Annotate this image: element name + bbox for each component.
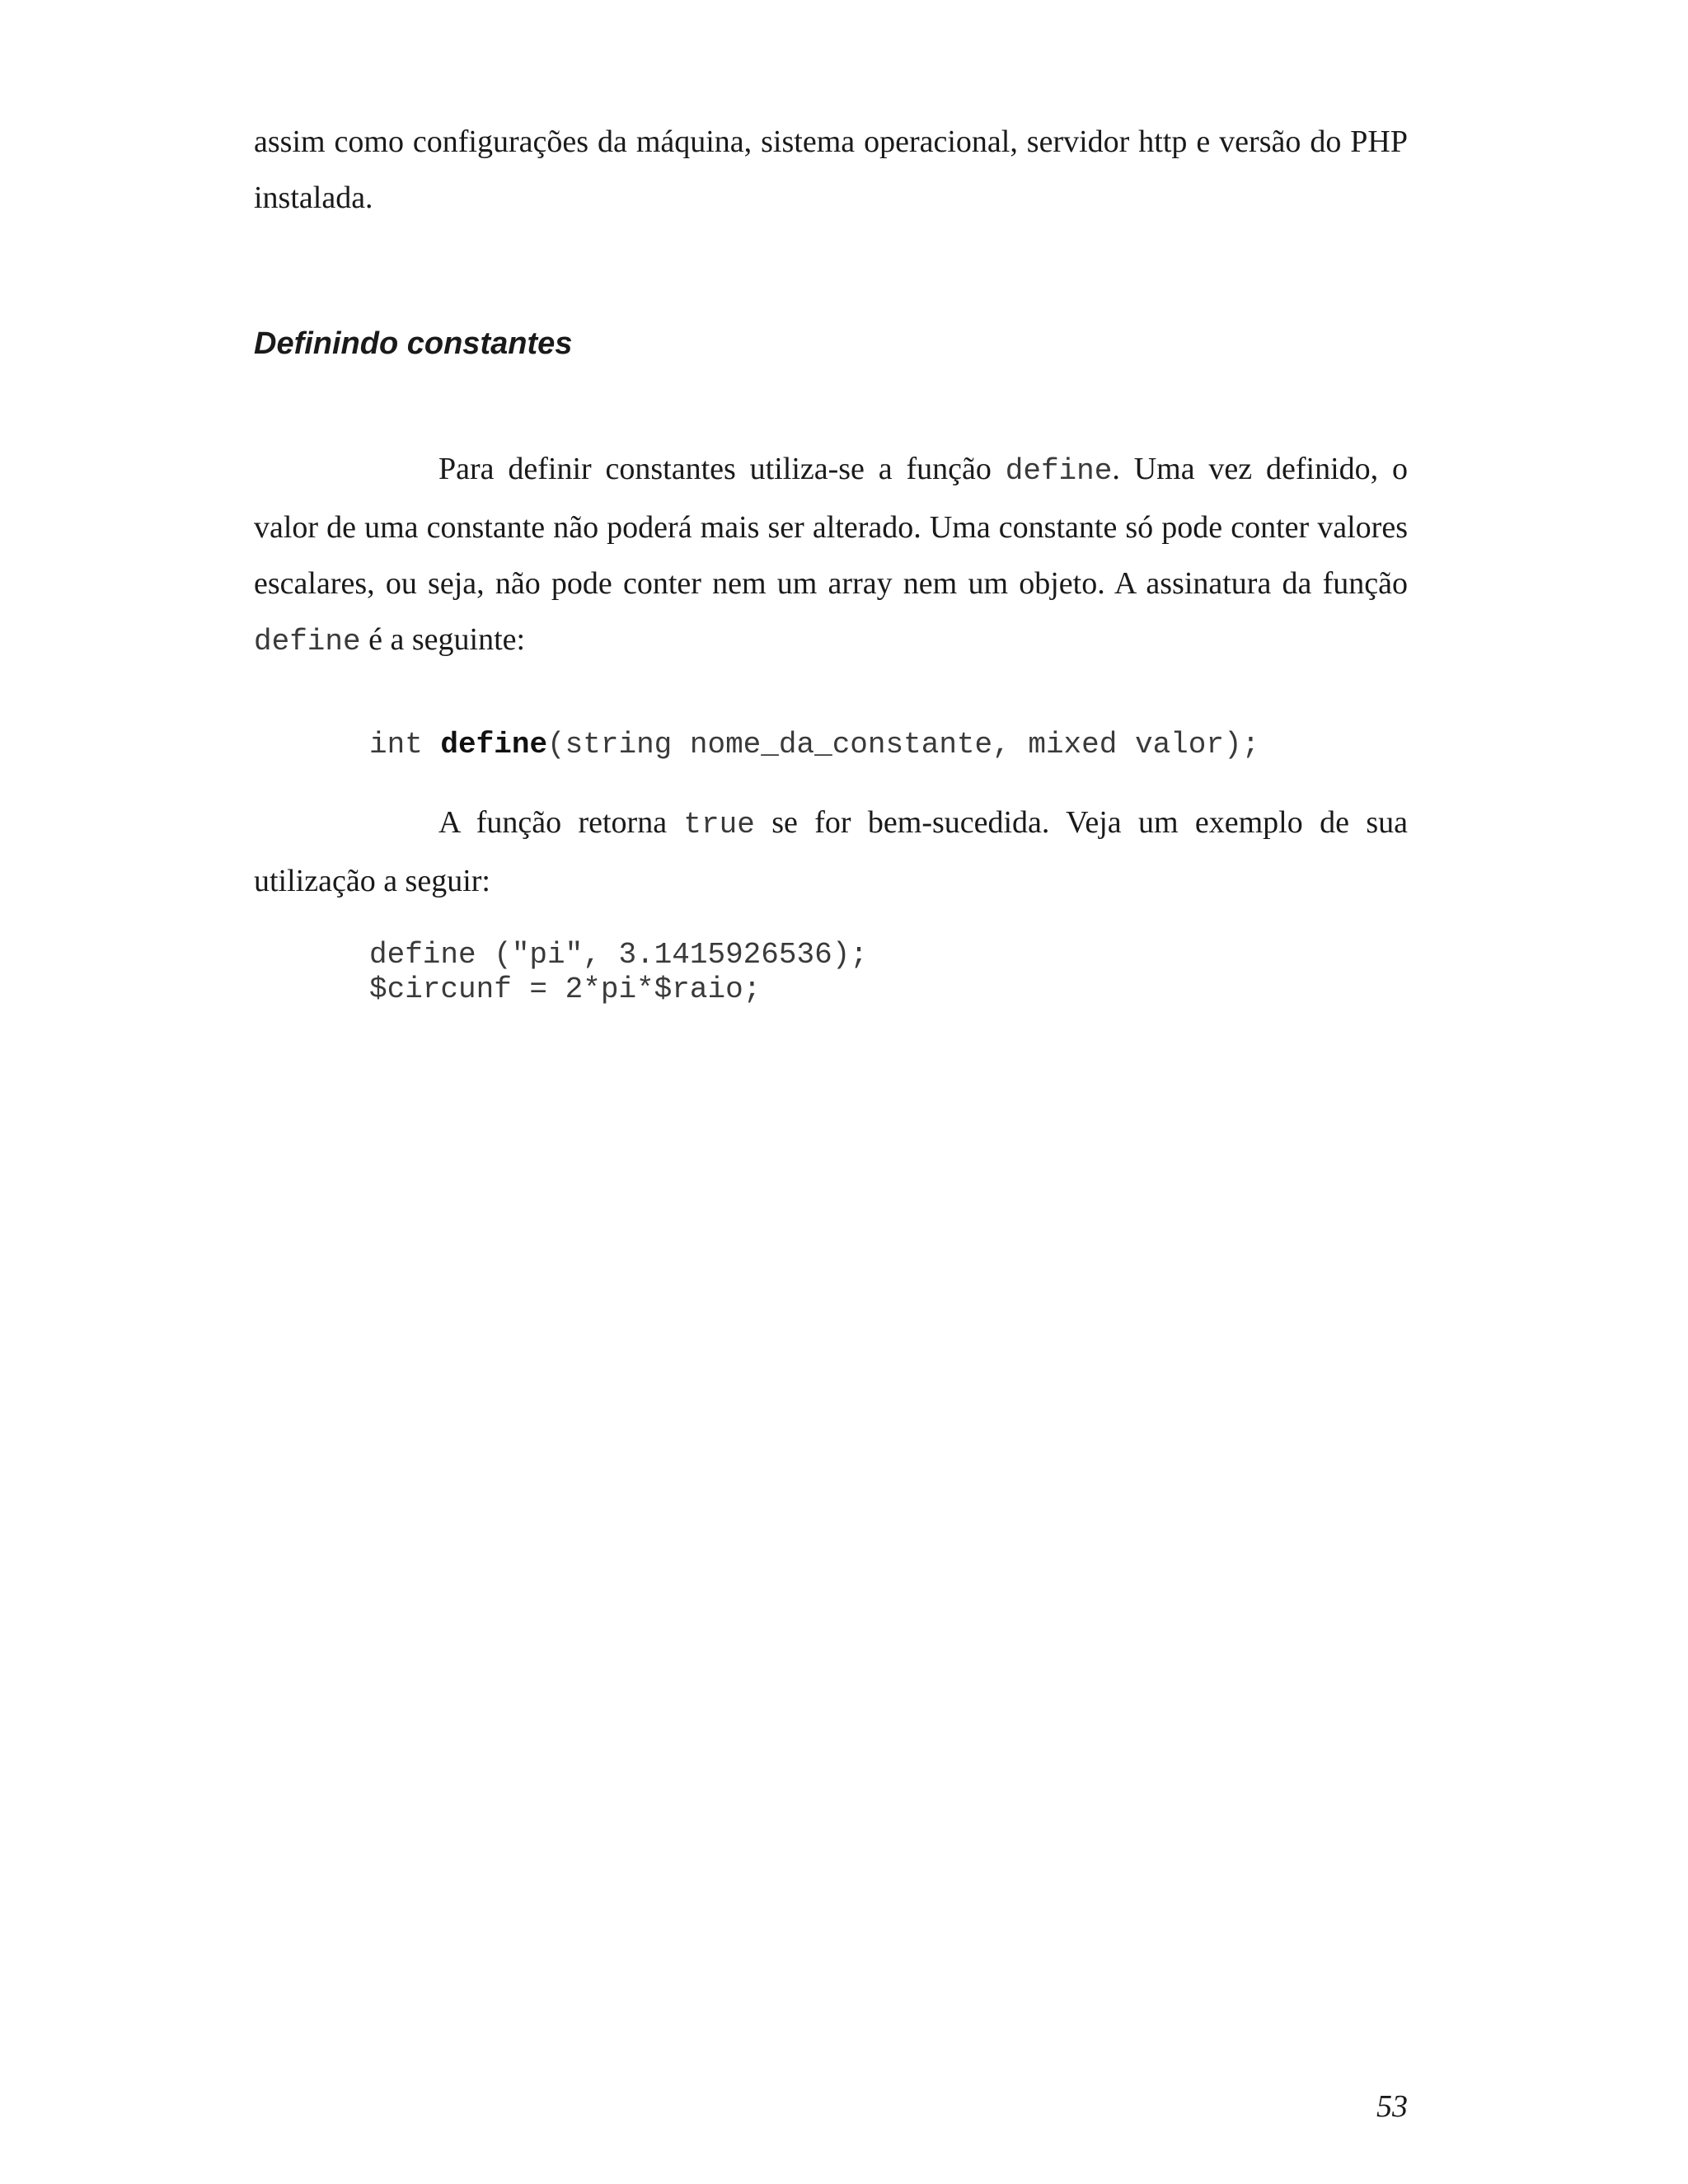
- define-text-part3: é a seguinte:: [360, 622, 526, 657]
- signature-return-type: int: [369, 728, 441, 762]
- signature-params: (string nome_da_constante, mixed valor);: [547, 728, 1260, 762]
- define-paragraph: [254, 441, 1408, 670]
- inline-code-define: define: [1005, 454, 1113, 488]
- page-number: 53: [1376, 2089, 1408, 2124]
- intro-text: assim como configurações da máquina, sistema operacional, servidor http e versão do PHP instalada.: [254, 124, 1408, 215]
- section-heading: Definindo constantes: [254, 326, 573, 361]
- function-signature: [369, 728, 1259, 762]
- return-paragraph: [254, 794, 1408, 909]
- return-text-part2: se for bem-sucedida. Veja um exemplo de sua utilização a seguir:: [254, 805, 1408, 898]
- define-text-part2: . Uma vez definido, o valor de uma constante não poderá mais ser alterado. Uma constante só pode conter valores escalares, ou seja, não pode conter nem um array nem um objeto. A assinatura da função: [254, 452, 1408, 601]
- inline-code-define-2: define: [254, 625, 361, 658]
- intro-paragraph: [254, 114, 1408, 226]
- code-example-line-2: $circunf = 2*pi*$raio;: [369, 972, 762, 1006]
- code-example-line-1: define ("pi", 3.1415926536);: [369, 938, 868, 972]
- inline-code-true: true: [683, 808, 755, 841]
- return-text-part1: A função retorna: [438, 805, 684, 840]
- signature-function-name: define: [440, 728, 548, 762]
- define-text-part1: Para definir constantes utiliza-se a função: [438, 452, 1006, 486]
